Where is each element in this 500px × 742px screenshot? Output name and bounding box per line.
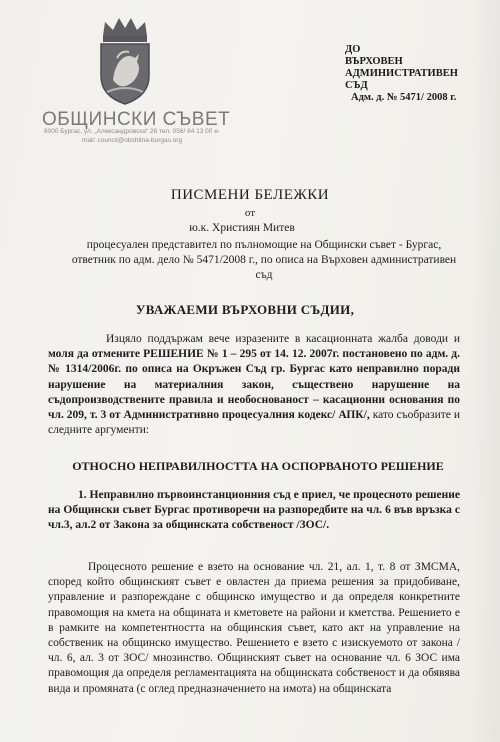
document-title: ПИСМЕНИ БЕЛЕЖКИ <box>170 187 330 203</box>
author-name: ю.к. Християн Митев <box>189 222 295 234</box>
paragraph-intro-text: Изцяло поддържам вече изразените в касационната жалба доводи и <box>106 333 460 345</box>
scan-edge-shadow <box>470 0 500 742</box>
paragraph-intro-end: като съобразите и следните аргументи: <box>48 409 460 437</box>
letterhead-contact: 8000 Бургас, ул. „Александровска“ 26 тел. 056/ 84 13 00 e-mail: council@obshtina-burgas.org <box>44 128 220 144</box>
from-label: от <box>244 207 256 219</box>
salutation: УВАЖАЕМИ ВЪРХОВНИ СЪДИИ, <box>135 302 355 317</box>
point-1 <box>48 488 460 534</box>
recipient-line: ВЪРХОВЕН <box>345 56 403 67</box>
paragraph-intro-request: моля да отмените РЕШЕНИЕ № 1 – 295 от 14. 12. 2007г. постановено по адм. д. № 1314/2006г. по описа на Окръжен Съд гр. Бургас като неправилно поради нарушение на материалния закон, съществено нарушение на съдопроизводствените правила и необоснованост – касационни основания по чл. 209, т. 3 от Административно процесуалния кодекс/ АПК/, <box>48 348 460 422</box>
case-reference: Адм. д. № 5471/ 2008 г. <box>351 92 457 103</box>
recipient-line: ДО <box>345 44 361 55</box>
author-capacity: процесуален представител по пълномощие на Общински съвет - Бургас, ответник по адм. дело № 5471/2008 г., по описа на Върховен административен съд <box>71 239 457 281</box>
burgas-coat-of-arms-icon <box>93 14 157 106</box>
letterhead-org-name: ОБЩИНСКИ СЪВЕТ <box>42 109 231 130</box>
recipient-block <box>345 44 458 104</box>
paragraph-argument-text: Процесното решение е взето на основание чл. 21, ал. 1, т. 8 от ЗМСМА, според който общинският съвет е овластен да приема решения за придобиване, управление и разпореждане с общинско имущество и да определя конкретните правомощия на кмета на общината и кметовете на райони и кметства. Решението е в рамките на компетентността на общинския съвет, като акт на управление на собственик на общинско имущество. Решението е взето с изискуемото от закона /чл. 6, ал. 3 от ЗОС/ мнозинство. Общинският съвет на основание чл. 6 ЗОС има правомощия да определя регламентацията на общинската собственост и да обявява вида и промяната (с оглед предназначението на имота) на общинската <box>48 561 460 695</box>
section-heading: ОТНОСНО НЕПРАВИЛНОСТТА НА ОСПОРВАНОТО РЕШЕНИЕ <box>72 459 444 473</box>
recipient-line: СЪД <box>345 80 368 91</box>
recipient-line: АДМИНИСТРАТИВЕН <box>345 68 458 79</box>
paragraph-intro <box>48 332 460 438</box>
point-1-text: 1. Неправилно първоинстанционния съд е приел, че процесното решение на Общински съвет Бургас противоречи на разпоредбите на чл. 6 във връзка с чл.3, ал.2 от Закона за общинската собственост /ЗОС/. <box>48 489 460 532</box>
paragraph-argument <box>48 560 460 697</box>
